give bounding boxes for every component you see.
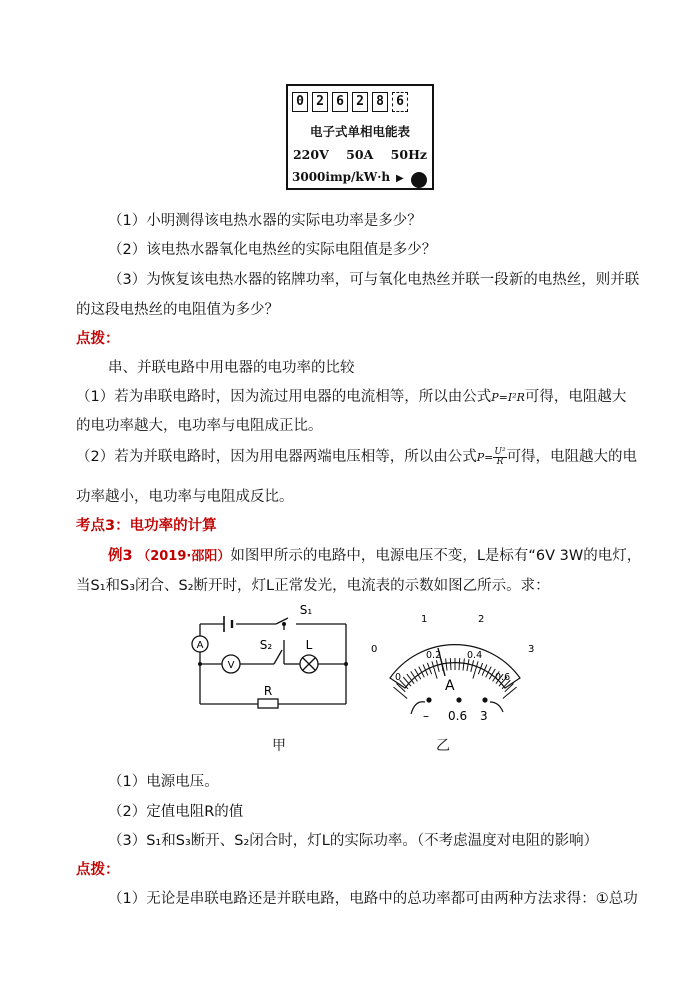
meter-digit: 0 (292, 92, 308, 112)
energy-meter-figure (286, 84, 434, 190)
tip-paragraph-1-cont: 的电功率越大，电功率与电阻成正比。 (76, 418, 323, 434)
tip-text: 可得，电阻越大的电 (506, 449, 638, 465)
meter-imp: 3000imp/kW·h (292, 170, 391, 184)
meter-title: 电子式单相电能表 (309, 124, 410, 139)
circuit-caption: 甲 (272, 738, 286, 754)
section-heading: 考点3：电功率的计算 (76, 518, 217, 534)
question-3-line1: （3）为恢复该电热水器的铭牌功率，可与氧化电热丝并联一段新的电热丝，则并联 (108, 272, 640, 288)
terminal-negative: – (423, 709, 429, 723)
meter-digits (292, 92, 408, 112)
outer-tick-1: 1 (421, 614, 428, 625)
formula-parallel-fraction (493, 448, 506, 467)
lamp-label: L (305, 638, 313, 652)
example-3-line1 (108, 546, 641, 567)
formula-series: P=I²R (491, 391, 525, 404)
example-question-1: （1）电源电压。 (108, 774, 219, 790)
scale-tick (450, 658, 451, 670)
example-label: 例3 (108, 548, 133, 564)
inner-tick-0: 0 (395, 672, 402, 683)
question-1: （1）小明测得该电热水器的实际电功率是多少？ (108, 213, 422, 229)
inner-tick-2: 0.4 (467, 650, 483, 661)
switch-s2-label: S₂ (259, 638, 273, 652)
tip-2-paragraph-1: （1）无论是串联电路还是并联电路，电路中的总功率都可由两种方法求得：①总功 (108, 891, 638, 907)
meter-digit: 8 (372, 92, 388, 112)
meter-digit: 2 (352, 92, 368, 112)
formula-parallel-lhs: P= (476, 451, 494, 464)
tip-paragraph-2 (76, 447, 637, 468)
meter-digit-decimal: 6 (392, 92, 408, 112)
switch-s1-label: S₁ (299, 603, 313, 617)
ammeter-dial (365, 602, 545, 728)
voltmeter-label: V (227, 660, 235, 671)
tip-text: 可得，电阻越大 (524, 389, 627, 405)
example-text: 如图甲所示的电路中，电源电压不变，L是标有“6V 3W的电灯， (230, 548, 642, 564)
ammeter-caption: 乙 (436, 738, 450, 754)
tip-label-2: 点拨： (76, 862, 120, 878)
question-3-line2: 的这段电热丝的电阻值为多少？ (76, 302, 279, 318)
tip-label: 点拨： (76, 331, 120, 347)
ammeter-label: A (196, 640, 204, 651)
outer-tick-0: 0 (371, 644, 378, 655)
meter-spec: 220V 50A 50Hz (292, 147, 427, 162)
inner-tick-3: 0.6 (495, 672, 511, 683)
play-arrow-icon: ▶ (396, 173, 404, 184)
fraction-numerator: U² (494, 446, 506, 457)
scale-tick (459, 658, 460, 670)
tip-paragraph-1 (76, 387, 626, 408)
tip-paragraph-2-cont: 功率越小，电功率与电阻成反比。 (76, 489, 294, 505)
tip-title: 串、并联电路中用电器的电功率的比较 (108, 360, 355, 376)
example-source: （2019·邵阳） (137, 549, 231, 564)
inner-tick-1: 0.2 (426, 650, 442, 661)
meter-digit: 2 (312, 92, 328, 112)
question-2: （2）该电热水器氧化电热丝的实际电阻值是多少？ (108, 242, 437, 258)
tip-text: （2）若为并联电路时，因为用电器两端电压相等，所以由公式 (76, 449, 477, 465)
terminal-3: 3 (480, 709, 488, 723)
outer-tick-3: 3 (528, 644, 535, 655)
tip-text: （1）若为串联电路时，因为流过用电器的电流相等，所以由公式 (76, 389, 492, 405)
fraction-denominator: R (496, 456, 504, 467)
ammeter-unit: A (445, 678, 455, 694)
meter-digit: 6 (332, 92, 348, 112)
resistor-label: R (263, 684, 273, 698)
example-3-line2: 当S₁和S₃闭合、S₂断开时，灯L正常发光，电流表的示数如图乙所示。求： (76, 578, 550, 594)
indicator-light-icon (411, 172, 427, 188)
circuit-diagram (186, 600, 356, 722)
terminal-0-6: 0.6 (448, 709, 468, 723)
example-question-2: （2）定值电阻R的值 (108, 804, 244, 820)
example-question-3: （3）S₁和S₃断开、S₂闭合时，灯L的实际功率。（不考虑温度对电阻的影响） (108, 833, 599, 849)
outer-tick-2: 2 (478, 614, 485, 625)
